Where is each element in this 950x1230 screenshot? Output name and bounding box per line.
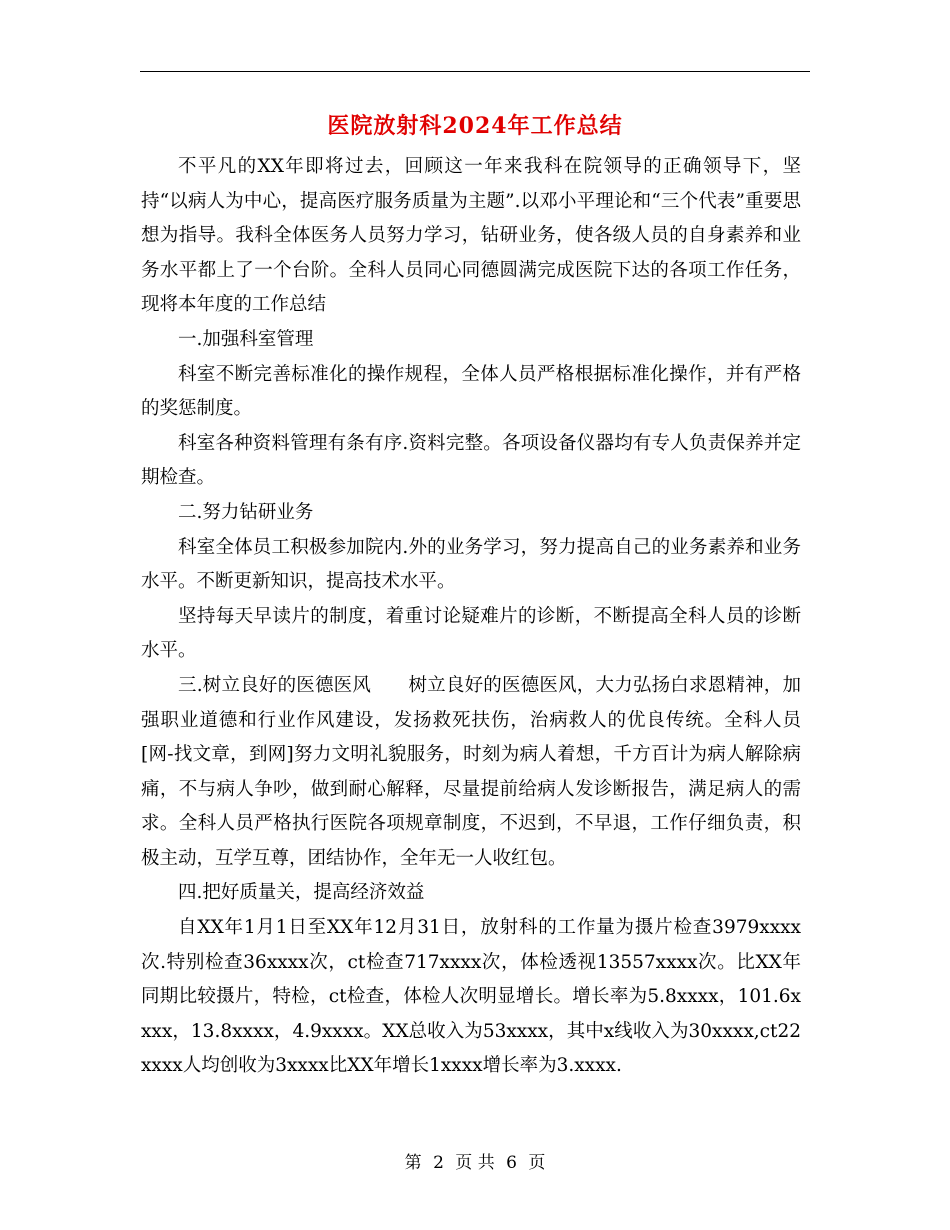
footer-page-number: 2: [433, 1153, 444, 1173]
footer-suffix: 页: [528, 1153, 546, 1173]
paragraph-study-2: 坚持每天早读片的制度，着重讨论疑难片的诊断，不断提高全科人员的诊断水平。: [141, 605, 801, 662]
document-title: 医院放射科2024年工作总结: [327, 113, 623, 139]
document-body: [141, 150, 801, 1084]
footer-middle: 页 共: [455, 1153, 495, 1173]
footer-prefix: 第: [404, 1153, 422, 1173]
section-heading-1: 一.加强科室管理: [178, 328, 314, 350]
paragraph-management-1: 科室不断完善标准化的操作规程，全体人员严格根据标准化操作，并有严格的奖惩制度。: [141, 363, 801, 420]
footer-total-pages: 6: [506, 1153, 517, 1173]
paragraph-study-1: 科室全体员工积极参加院内.外的业务学习，努力提高自己的业务素养和业务水平。不断更新知识，提高技术水平。: [141, 536, 801, 593]
header-rule: [140, 71, 810, 72]
section-heading-2: 二.努力钻研业务: [178, 501, 314, 523]
section-heading-4: 四.把好质量关，提高经济效益: [178, 882, 425, 904]
paragraph-statistics: 自XX年1月1日至XX年12月31日，放射科的工作量为摄片检查3979xxxx次.特别检查36xxxx次，ct检查717xxxx次，体检透视13557xxxx次。比XX年同期比较摄片，特检，ct检查，体检人次明显增长。增长率为5.8xxxx，101.6xxxx，13.8xxxx，4.9xxxx。XX总收入为53xxxx，其中x线收入为30xxxx,ct22xxxx人均创收为3xxxx比XX年增长1xxxx增长率为3.xxxx.: [141, 917, 801, 1077]
page-footer: [0, 1151, 950, 1175]
paragraph-intro: 不平凡的XX年即将过去，回顾这一年来我科在院领导的正确领导下，坚持“以病人为中心，提高医疗服务质量为主题”.以邓小平理论和“三个代表”重要思想为指导。我科全体医务人员努力学习，钻研业务，使各级人员的自身素养和业务水平都上了一个台阶。全科人员同心同德圆满完成医院下达的各项工作任务，现将本年度的工作总结: [141, 156, 801, 316]
paragraph-ethics: 三.树立良好的医德医风 树立良好的医德医风，大力弘扬白求恩精神，加强职业道德和行业作风建设，发扬救死扶伤，治病救人的优良传统。全科人员[网-找文章，到网]努力文明礼貌服务，时刻为病人着想，千方百计为病人解除病痛，不与病人争吵，做到耐心解释，尽量提前给病人发诊断报告，满足病人的需求。全科人员严格执行医院各项规章制度，不迟到，不早退，工作仔细负责，积极主动，互学互尊，团结协作，全年无一人收红包。: [141, 674, 801, 869]
paragraph-management-2: 科室各种资料管理有条有序.资料完整。各项设备仪器均有专人负责保养并定期检查。: [141, 432, 801, 489]
